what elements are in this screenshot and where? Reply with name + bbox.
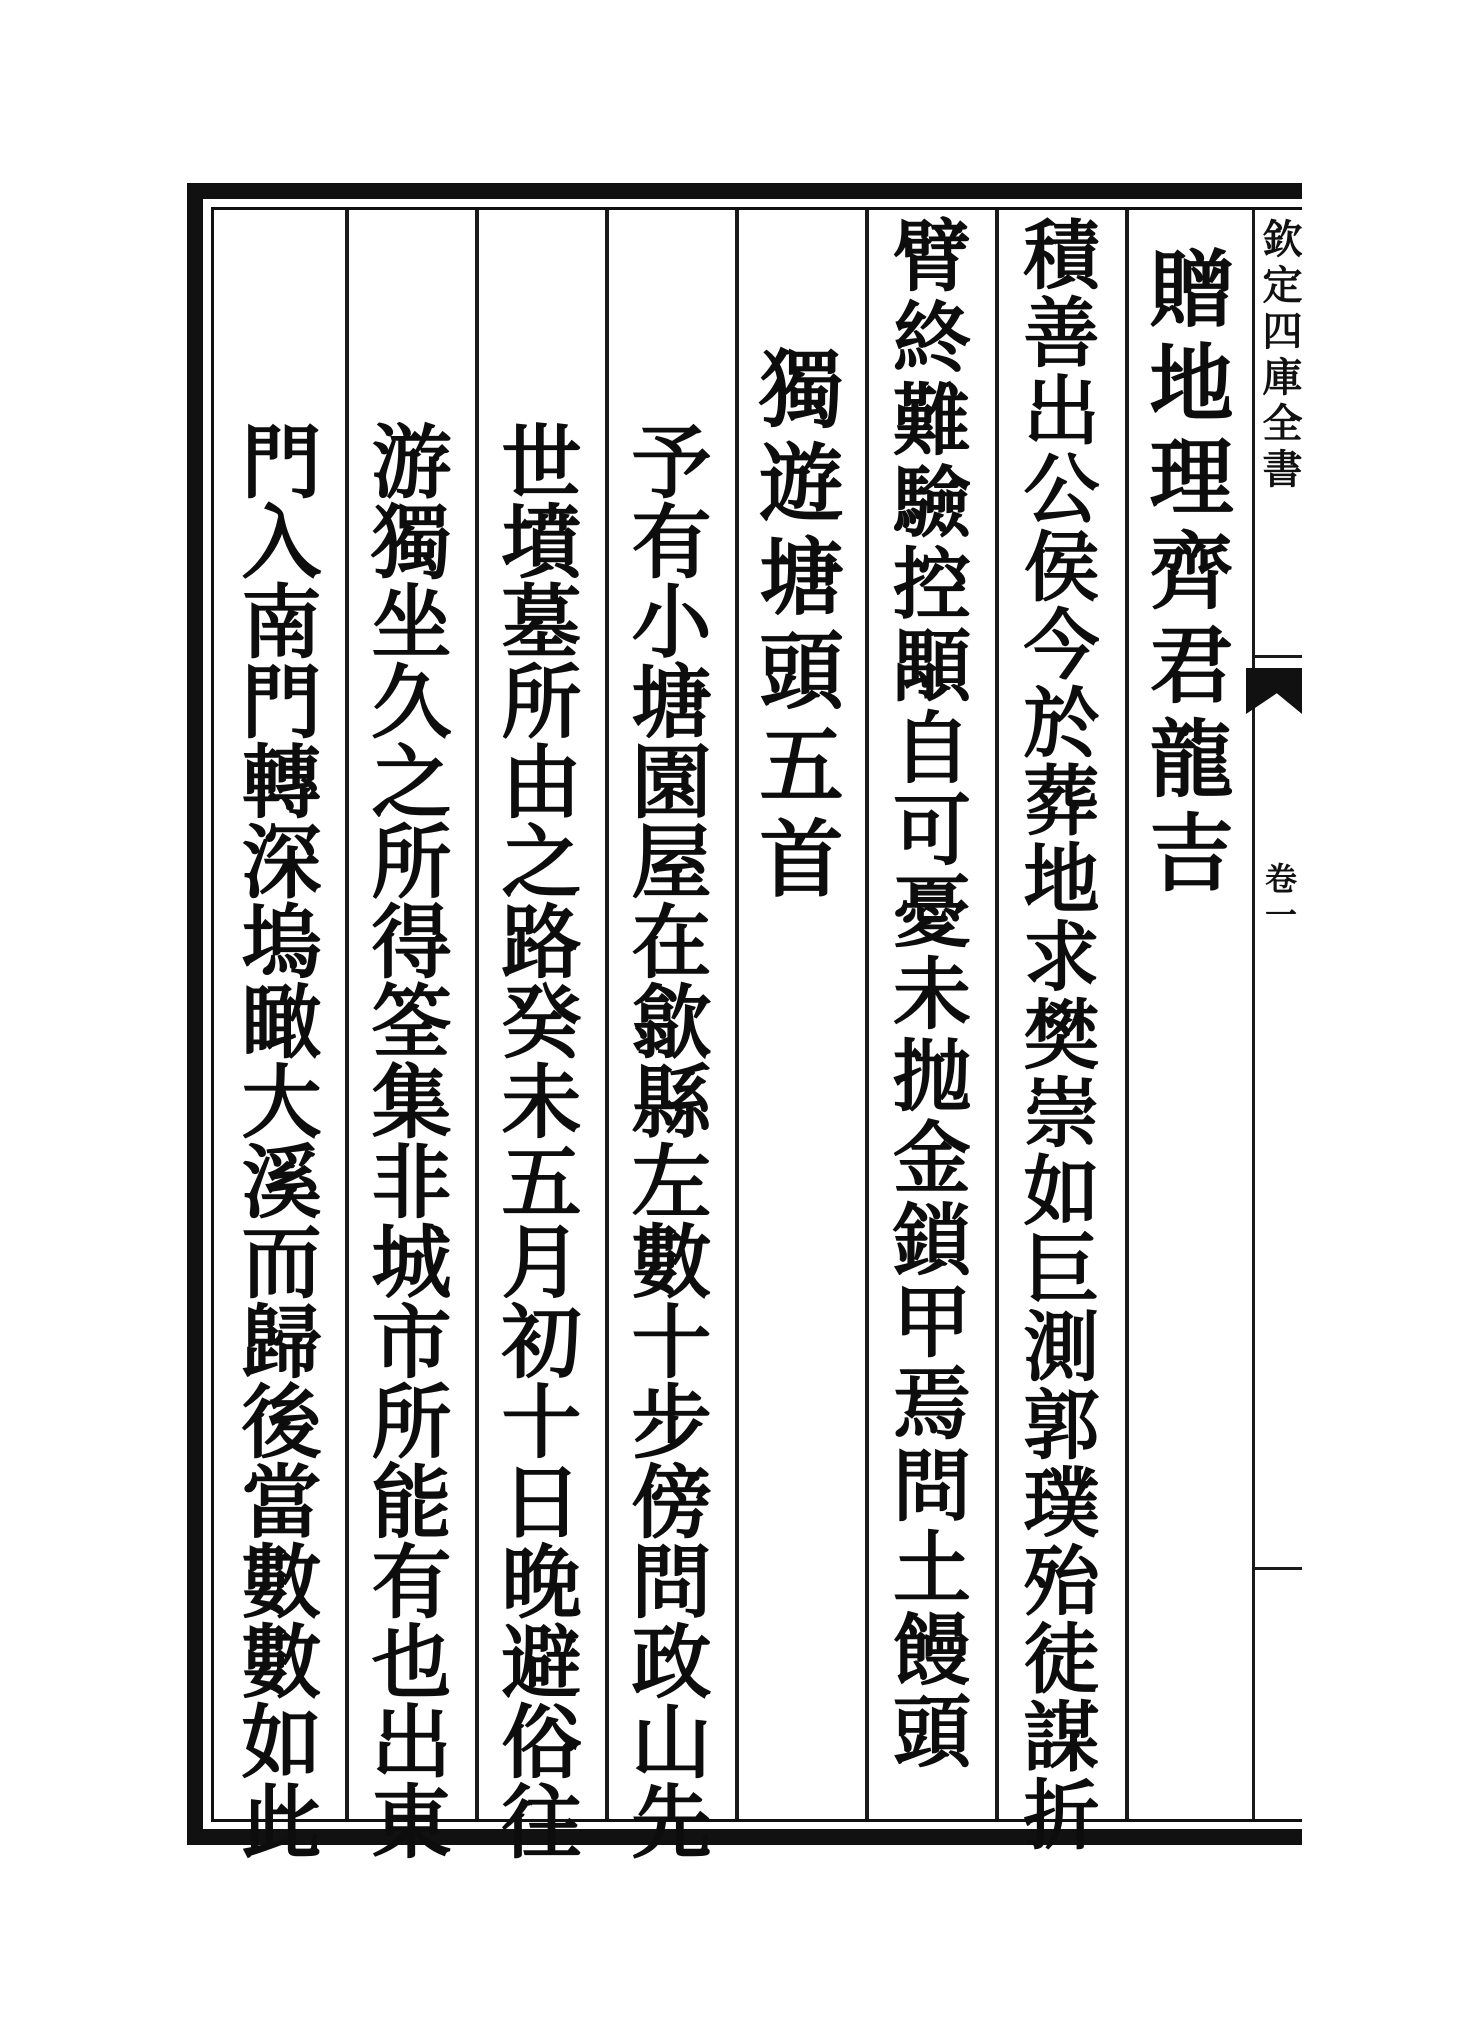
column-divider: [605, 210, 609, 1819]
column-divider: [865, 210, 869, 1819]
column-divider: [475, 210, 479, 1819]
fold-margin-rule: [1252, 210, 1255, 1819]
frame-border-left: [187, 183, 203, 1843]
text-column-5: 予有小塘園屋在歙縣左數十步傍問政山先: [618, 420, 712, 1860]
column-divider: [995, 210, 999, 1819]
column-divider: [735, 210, 739, 1819]
text-column-3: 臂終難驗控顒自可憂未抛金鎖甲焉問土饅頭: [880, 215, 971, 1773]
fold-title: 欽定四庫全書: [1256, 218, 1303, 494]
fish-tail-mark: [1246, 668, 1302, 714]
text-column-7: 游獨坐久之所得筌集非城市所能有也出東: [358, 420, 452, 1860]
column-divider: [345, 210, 349, 1819]
text-column-8: 門入南門轉深塢瞰大溪而歸後當數數如此: [228, 420, 322, 1860]
text-column-1: 贈地理齊君龍吉: [1136, 245, 1235, 903]
fold-volume-label: 卷一: [1260, 862, 1298, 934]
frame-border-top: [187, 183, 1302, 199]
fold-margin-tick: [1255, 655, 1302, 658]
fold-margin-tick: [1255, 1567, 1302, 1570]
frame-inner-left: [211, 207, 214, 1822]
text-column-6: 世墳墓所由之路癸未五月初十日晚避俗往: [488, 420, 582, 1860]
column-divider: [1125, 210, 1129, 1819]
frame-inner-top: [211, 207, 1302, 210]
text-column-4: 獨遊塘頭五首: [746, 345, 845, 909]
text-column-2: 積善出公侯今於葬地求樊崇如巨測郭璞殆徒謀折: [1011, 215, 1100, 1853]
